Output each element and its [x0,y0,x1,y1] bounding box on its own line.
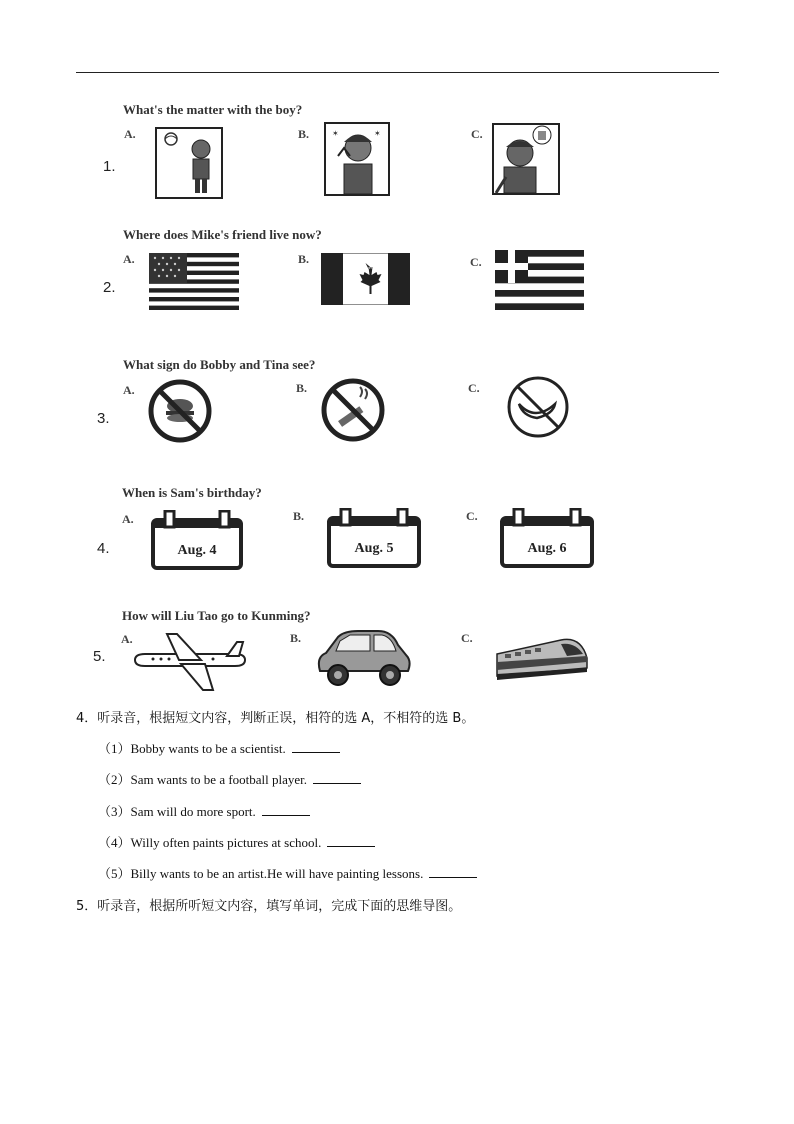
q2-number: 2. [103,279,116,296]
section4-item-2 [98,769,361,788]
q2-option-b[interactable]: B. [298,252,310,266]
boy-coughing-icon [155,127,223,199]
section4-item-3 [98,801,310,820]
answer-blank[interactable] [327,836,375,847]
canada-flag-icon [321,253,410,305]
calendar-aug4-icon [151,510,243,570]
svg-text:✶: ✶ [374,129,381,138]
q5-option-c[interactable]: C. [461,631,473,645]
q3-prompt: What sign do Bobby and Tina see? [123,357,316,372]
section4-title: 4．听录音，根据短文内容，判断正误，相符的选 A，不相符的选 B。 [76,711,475,726]
answer-blank[interactable] [313,773,361,784]
item-text: （2）Sam wants to be a football player. [98,772,308,787]
plane-icon [129,630,249,692]
q4-prompt: When is Sam's birthday? [122,485,262,500]
q5-number: 5. [93,648,106,665]
header-rule [76,72,719,73]
no-smoking-sign-icon [320,377,386,443]
no-food-sign-icon [147,378,213,444]
q2-option-a[interactable]: A. [123,252,135,266]
q5-prompt: How will Liu Tao go to Kunming? [122,608,311,623]
q4-option-a[interactable]: A. [122,512,134,526]
item-text: （4）Willy often paints pictures at school. [98,835,322,850]
q2-option-c[interactable]: C. [470,255,482,269]
q4-number: 4. [97,540,110,557]
boy-toothache-icon [492,123,560,195]
answer-blank[interactable] [292,742,340,753]
calendar-aug6-icon [500,508,594,568]
date-label: Aug. 4 [177,543,217,558]
section5-title: 5．听录音，根据所听短文内容，填写单词，完成下面的思维导图。 [76,899,462,914]
q3-option-c[interactable]: C. [468,381,480,395]
item-text: （3）Sam will do more sport. [98,804,256,819]
item-text: （1）Bobby wants to be a scientist. [98,741,286,756]
boy-fever-icon [324,122,390,196]
section4-item-4 [98,832,375,851]
item-text: （5）Billy wants to be an artist.He will have painting lessons. [98,866,424,881]
answer-blank[interactable] [429,867,477,878]
q1-option-c[interactable]: C. [471,127,483,141]
q1-option-a[interactable]: A. [124,127,136,141]
greece-flag-icon [495,250,584,310]
q5-option-b[interactable]: B. [290,631,302,645]
date-label: Aug. 5 [354,541,394,556]
answer-blank[interactable] [262,805,310,816]
q5-option-a[interactable]: A. [121,632,133,646]
section4-item-1 [98,738,340,757]
q4-option-c[interactable]: C. [466,509,478,523]
q1-prompt: What's the matter with the boy? [123,102,303,117]
date-label: Aug. 6 [527,541,567,556]
q2-prompt: Where does Mike's friend live now? [123,227,322,242]
q3-number: 3. [97,410,110,427]
section4-item-5 [98,863,477,882]
q1-option-b[interactable]: B. [298,127,310,141]
q4-option-b[interactable]: B. [293,509,305,523]
car-icon [312,627,412,689]
calendar-aug5-icon [327,508,421,568]
no-littering-sign-icon [505,374,571,440]
svg-text:✶: ✶ [332,129,339,138]
q3-option-b[interactable]: B. [296,381,308,395]
train-icon [495,632,589,684]
q1-number: 1. [103,158,116,175]
us-flag-icon [149,253,239,310]
q3-option-a[interactable]: A. [123,383,135,397]
